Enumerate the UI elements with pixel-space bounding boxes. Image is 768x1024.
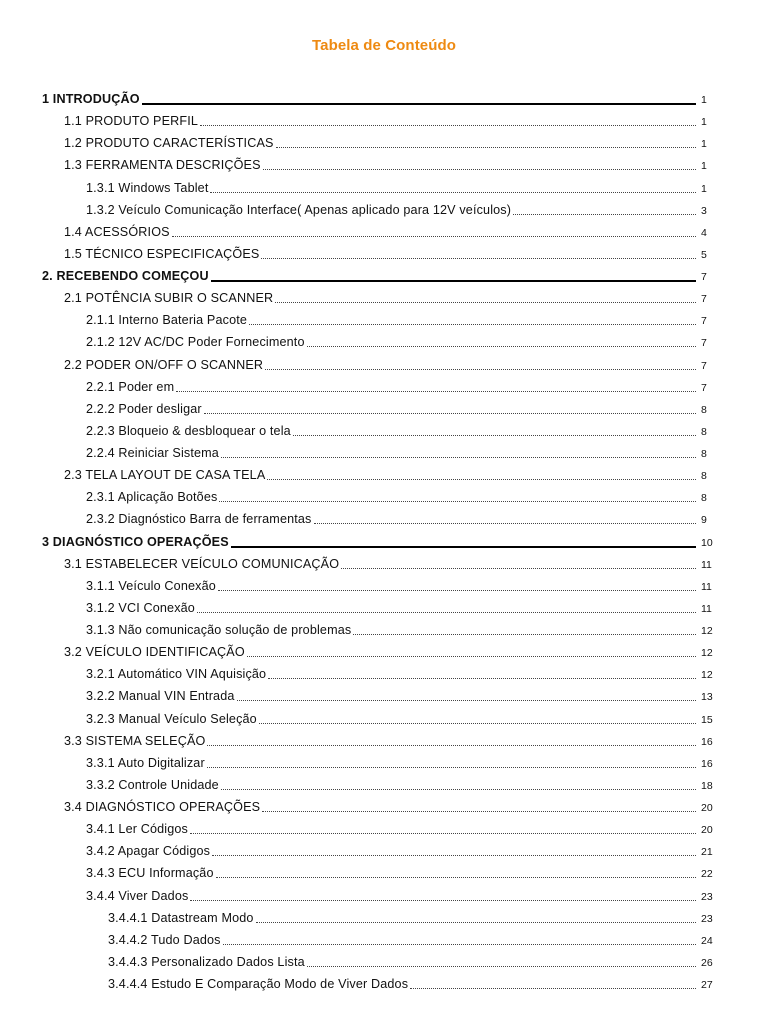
- toc-entry-page-number: 12: [701, 625, 713, 637]
- toc-entry-label: 3.1.2 VCI Conexão: [86, 600, 195, 615]
- toc-entry-label: 1.2 PRODUTO CARACTERÍSTICAS: [64, 136, 274, 151]
- toc-entry[interactable]: [0, 943, 768, 969]
- toc-entry[interactable]: [0, 346, 768, 372]
- toc-entry-label: 2.2.2 Poder desligar: [86, 401, 202, 416]
- toc-entry-page-number: 18: [701, 779, 713, 792]
- toc-entry-page-number: 8: [701, 492, 707, 505]
- toc-entry[interactable]: [0, 611, 768, 637]
- toc-entry-label: 1 INTRODUÇÃO: [42, 92, 140, 106]
- toc-entry-label: 3.1.1 Veículo Conexão: [86, 578, 216, 593]
- toc-entry[interactable]: [0, 412, 768, 438]
- toc-entry-line: [108, 976, 698, 992]
- toc-entry-page-number: 24: [701, 934, 713, 947]
- toc-entry-label: 2.3 TELA LAYOUT DE CASA TELA: [64, 468, 266, 483]
- toc-entry-label: 3.3.1 Auto Digitalizar: [86, 755, 205, 770]
- toc-entry-label: 3 DIAGNÓSTICO OPERAÇÕES: [42, 534, 229, 549]
- toc-entry-label: 1.3.1 Windows Tablet: [86, 180, 209, 195]
- toc-entry-page-number: 23: [701, 912, 713, 925]
- toc-entry-page-number: 7: [701, 359, 707, 372]
- toc-entry-label: 3.4.3 ECU Informação: [86, 866, 214, 881]
- toc-entry[interactable]: [0, 832, 768, 859]
- toc-entry-page-number: 15: [701, 713, 713, 726]
- toc-entry-page-number: 12: [701, 647, 713, 660]
- table-of-contents: [0, 80, 768, 991]
- toc-entry[interactable]: [0, 213, 768, 239]
- toc-entry-page-number: 11: [701, 602, 712, 615]
- toc-entry[interactable]: [0, 169, 768, 195]
- toc-entry-page-number: 23: [701, 890, 713, 903]
- toc-entry-page-number: 26: [701, 956, 713, 969]
- toc-entry-label: 3.1.3 Não comunicação solução de problemas: [86, 623, 352, 637]
- toc-entry[interactable]: [0, 456, 768, 483]
- toc-entry-page-number: 16: [701, 757, 713, 770]
- dot-leader: [410, 988, 696, 989]
- toc-entry-page-number: 22: [701, 868, 713, 881]
- toc-entry-page-number: 27: [701, 979, 713, 991]
- toc-entry-label: 2.2.3 Bloqueio & desbloquear o tela: [86, 423, 291, 438]
- toc-entry-page-number: 12: [701, 669, 713, 682]
- toc-entry-label: 2.3.2 Diagnóstico Barra de ferramentas: [86, 512, 312, 527]
- toc-entry-label: 2.1 POTÊNCIA SUBIR O SCANNER: [64, 291, 274, 306]
- toc-entry-page-number: 1: [701, 116, 707, 129]
- toc-entry-label: 2.2.1 Poder em: [86, 379, 175, 394]
- toc-entry-label: 2.1.2 12V AC/DC Poder Fornecimento: [86, 335, 305, 350]
- toc-entry[interactable]: [0, 877, 768, 903]
- toc-entry-page-number: 7: [701, 381, 707, 394]
- toc-entry-label: 3.4.4.4 Estudo E Comparação Modo de Viver Dados: [108, 977, 409, 991]
- toc-entry[interactable]: [0, 124, 768, 151]
- toc-entry[interactable]: [0, 854, 768, 881]
- toc-entry-label: 1.5 TÉCNICO ESPECIFICAÇÕES: [64, 246, 260, 261]
- toc-entry-page-number: 13: [701, 691, 713, 704]
- toc-title: Tabela de Conteúdo: [311, 37, 457, 54]
- toc-entry[interactable]: [0, 323, 768, 350]
- toc-entry[interactable]: [0, 146, 768, 173]
- toc-entry[interactable]: [0, 700, 768, 726]
- toc-entry-page-number: 8: [701, 403, 707, 416]
- toc-entry-page-number: 8: [701, 470, 707, 483]
- toc-entry[interactable]: [0, 235, 768, 261]
- toc-entry[interactable]: [0, 500, 768, 527]
- toc-entry-page-number: 16: [701, 735, 713, 748]
- toc-entry-page-number: 8: [701, 448, 707, 460]
- toc-entry[interactable]: [0, 677, 768, 704]
- toc-entry-page-number: 7: [701, 293, 707, 306]
- toc-entry-label: 3.4.4.2 Tudo Dados: [108, 932, 221, 947]
- toc-entry[interactable]: [0, 633, 768, 660]
- toc-entry-page-number: 10: [701, 536, 713, 549]
- toc-entry-label: 1.3 FERRAMENTA DESCRIÇÕES: [64, 158, 261, 173]
- toc-entry-label: 3.4.4 Viver Dados: [86, 888, 189, 903]
- toc-entry[interactable]: [0, 722, 768, 748]
- toc-entry-page-number: 7: [701, 337, 707, 350]
- toc-entry-label: 3.4.4.3 Personalizado Dados Lista: [108, 954, 305, 969]
- toc-entry-label: 3.4.4.1 Datastream Modo: [108, 910, 254, 925]
- toc-entry-page-number: 7: [701, 271, 707, 283]
- toc-entry[interactable]: [0, 80, 768, 106]
- toc-entry-page-number: 9: [701, 514, 707, 527]
- toc-entry[interactable]: [0, 301, 768, 328]
- toc-entry[interactable]: [0, 589, 768, 615]
- toc-entry-page-number: 8: [701, 425, 707, 438]
- toc-entry[interactable]: [0, 523, 768, 549]
- toc-entry-label: 3.2 VEÍCULO IDENTIFICAÇÃO: [64, 645, 245, 660]
- toc-entry-page-number: 11: [701, 580, 712, 593]
- toc-entry[interactable]: [0, 191, 768, 217]
- toc-entry-page-number: 20: [701, 802, 713, 814]
- toc-entry-page-number: 4: [701, 226, 707, 239]
- toc-entry[interactable]: [0, 921, 768, 947]
- toc-entry-label: 3.4.2 Apagar Códigos: [86, 844, 211, 859]
- toc-entry-page-number: 21: [701, 846, 713, 859]
- toc-entry[interactable]: [0, 655, 768, 682]
- toc-entry[interactable]: [0, 368, 768, 394]
- toc-entry-label: 2.1.1 Interno Bateria Pacote: [86, 313, 248, 328]
- toc-entry-label: 3.2.3 Manual Veículo Seleção: [86, 711, 257, 726]
- toc-entry[interactable]: [0, 102, 768, 129]
- toc-entry-label: 2. RECEBENDO COMEÇOU: [42, 269, 209, 283]
- toc-entry-label: 1.1 PRODUTO PERFIL: [64, 114, 199, 129]
- toc-entry[interactable]: [0, 257, 768, 283]
- toc-entry-page-number: 11: [701, 558, 712, 571]
- toc-entry-label: 3.3 SISTEMA SELEÇÃO: [64, 733, 206, 748]
- toc-entry[interactable]: [0, 899, 768, 925]
- toc-entry[interactable]: [0, 545, 768, 571]
- toc-entry-page-number: 5: [701, 248, 707, 261]
- toc-entry-label: 3.4.1 Ler Códigos: [86, 822, 188, 837]
- toc-entry-page-number: 20: [701, 824, 713, 837]
- toc-entry-label: 1.4 ACESSÓRIOS: [64, 224, 170, 239]
- toc-entry-label: 1.3.2 Veículo Comunicação Interface( Apenas aplicado para 12V veículos): [86, 202, 512, 217]
- toc-entry-label: 2.2.4 Reiniciar Sistema: [86, 446, 219, 460]
- toc-entry-page-number: 7: [701, 315, 707, 328]
- toc-entry[interactable]: [0, 390, 768, 416]
- toc-entry[interactable]: [0, 965, 768, 991]
- toc-entry[interactable]: [0, 434, 768, 460]
- toc-entry-label: 2.2 PODER ON/OFF O SCANNER: [64, 357, 264, 372]
- toc-entry-label: 2.3.1 Aplicação Botões: [86, 490, 218, 505]
- toc-entry[interactable]: [0, 788, 768, 814]
- toc-entry[interactable]: [0, 766, 768, 792]
- toc-entry-page-number: 3: [701, 204, 707, 217]
- toc-entry-page-number: 1: [701, 182, 707, 195]
- toc-entry-label: 3.2.1 Automático VIN Aquisição: [86, 667, 267, 682]
- toc-entry[interactable]: [0, 744, 768, 770]
- toc-entry-label: 3.1 ESTABELECER VEÍCULO COMUNICAÇÃO: [64, 556, 340, 571]
- toc-entry[interactable]: [0, 478, 768, 505]
- toc-entry[interactable]: [0, 810, 768, 837]
- toc-entry-page-number: 1: [701, 138, 707, 151]
- toc-entry-label: 3.2.2 Manual VIN Entrada: [86, 689, 235, 704]
- toc-entry-page-number: 1: [701, 94, 707, 106]
- toc-entry-page-number: 1: [701, 160, 707, 173]
- toc-entry[interactable]: [0, 279, 768, 306]
- toc-entry-label: 3.4 DIAGNÓSTICO OPERAÇÕES: [64, 800, 261, 814]
- toc-entry[interactable]: [0, 567, 768, 593]
- toc-entry-label: 3.3.2 Controle Unidade: [86, 777, 219, 792]
